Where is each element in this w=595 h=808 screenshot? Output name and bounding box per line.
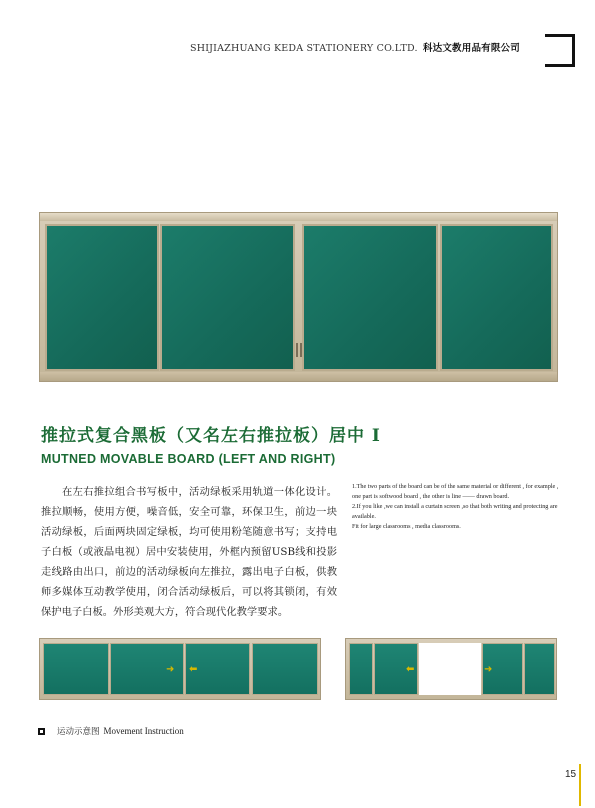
movement-legend	[38, 725, 184, 737]
corner-bracket-logo	[545, 34, 575, 67]
page-accent-bar	[579, 764, 581, 806]
page-number: 15	[565, 769, 577, 780]
product-description-cn: 在左右推拉组合书写板中，活动绿板采用轨道一体化设计。推拉顺畅，使用方便，噪音低，安全可靠，环保卫生，前边一块活动绿板，后面两块固定绿板，均可使用粉笔随意书写；支持电子白板（或液晶电视）居中安装使用，外框内预留USB线和投影走线路由出口，前边的活动绿板向左推拉，露出电子白板，供教师多媒体互动教学使用，闭合活动绿板后，可以将其锁闭，有效保护电子白板。外形美观大方，符合现代化教学要求。	[41, 486, 337, 618]
arrow-left-icon: ⬅	[189, 664, 198, 675]
mini-panel	[349, 643, 373, 695]
product-notes-en	[352, 482, 560, 532]
product-title-en: MUTNED MOVABLE BOARD (LEFT AND RIGHT)	[41, 452, 336, 466]
note-line: 1.The two parts of the board can be of the same material or different , for example , one part is softwood board , the other is line —— drawn board.	[352, 483, 559, 500]
mini-panel	[252, 643, 318, 695]
board-panel-1	[45, 224, 159, 371]
company-name-cn: 科达文教用品有限公司	[422, 43, 520, 54]
board-panel-2	[160, 224, 295, 371]
arrow-left-icon: ⬅	[406, 664, 415, 675]
note-line: 2.If you like ,we can install a curtain screen ,so that both writing and protecting are available.	[352, 503, 558, 520]
board-panel-4	[440, 224, 553, 371]
board-handle-left	[296, 343, 298, 357]
company-header	[190, 40, 520, 54]
board-handle-right	[300, 343, 302, 357]
board-bottom-rail	[40, 372, 557, 381]
product-title-cn: 推拉式复合黑板（又名左右推拉板）居中 I	[41, 426, 381, 446]
legend-label-cn: 运动示意图	[57, 727, 100, 737]
exposed-whiteboard	[419, 643, 481, 695]
mini-panel	[43, 643, 109, 695]
movement-diagram-closed	[39, 638, 321, 700]
mini-panel	[524, 643, 555, 695]
product-image-board	[39, 212, 558, 382]
movement-diagram-open	[345, 638, 557, 700]
arrow-right-icon: ➜	[484, 664, 493, 675]
arrow-right-icon: ➜	[166, 664, 175, 675]
board-top-rail	[40, 213, 557, 221]
square-bullet-icon	[38, 728, 45, 735]
board-panel-3	[302, 224, 438, 371]
company-name-en: SHIJIAZHUANG KEDA STATIONERY CO.LTD.	[190, 43, 418, 54]
note-line: Fit for large classrooms , media classrooms.	[352, 523, 461, 530]
legend-label-en: Movement Instruction	[103, 726, 184, 736]
